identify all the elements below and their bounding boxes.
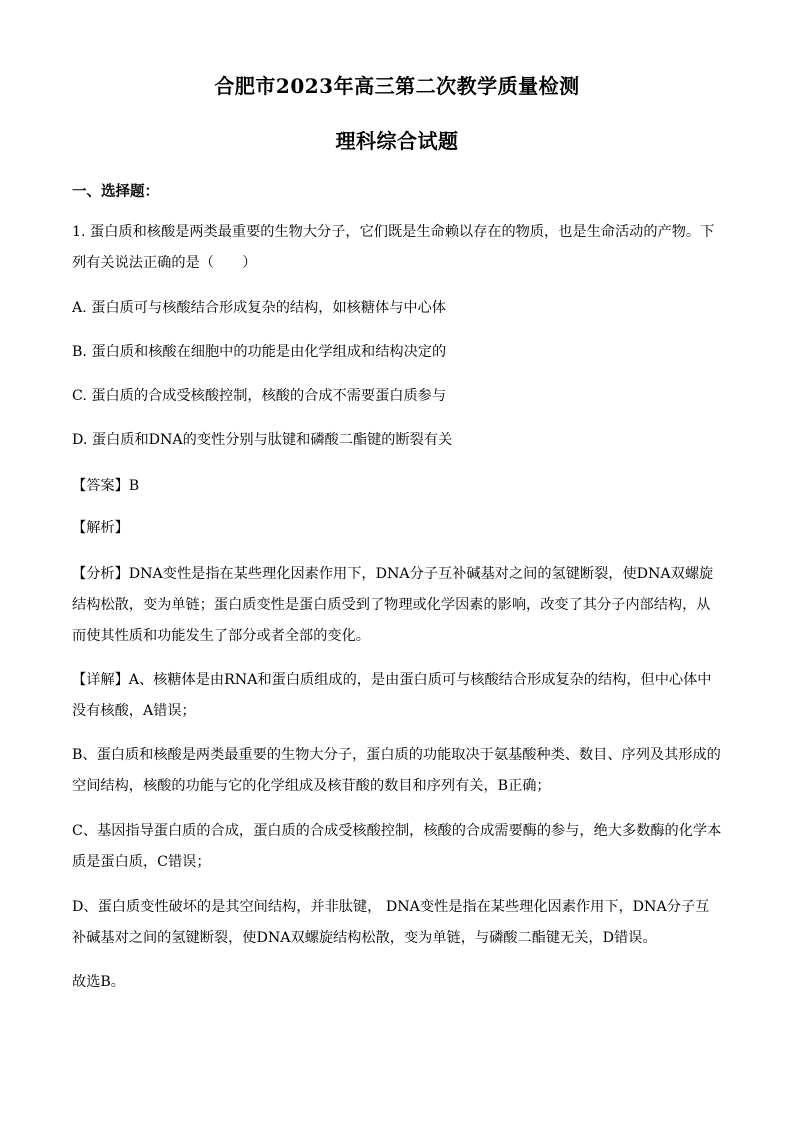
detail-a-paragraph: 【详解】A、核糖体是由RNA和蛋白质组成的，是由蛋白质可与核酸结合形成复杂的结构，但中心体中没有核酸，A错误； [72, 672, 712, 719]
exam-subtitle: 理科综合试题 [335, 129, 459, 153]
detail-d-paragraph: D、蛋白质变性破坏的是其空间结构，并非肽键， DNA变性是指在某些理化因素作用下，DNA分子互补碱基对之间的氢键断裂，使DNA双螺旋结构松散，变为单链，与磷酸二酯键无关，D错误。 [72, 899, 710, 946]
option-d: D. 蛋白质和DNA的变性分别与肽键和磷酸二酯键的断裂有关 [72, 432, 453, 448]
detail-c-paragraph: C、基因指导蛋白质的合成，蛋白质的合成受核酸控制，核酸的合成需要酶的参与，绝大多数酶的化学本质是蛋白质，C错误； [72, 823, 722, 870]
detail-b-paragraph: B、蛋白质和核酸是两类最重要的生物大分子，蛋白质的功能取决于氨基酸种类、数目、序列及其形成的空间结构，核酸的功能与它的化学组成及核苷酸的数目和序列有关，B正确； [72, 747, 721, 794]
option-a: A. 蛋白质可与核酸结合形成复杂的结构，如核糖体与中心体 [72, 300, 446, 316]
analysis-paragraph: 【分析】DNA变性是指在某些理化因素作用下，DNA分子互补碱基对之间的氢键断裂，使DNA双螺旋结构松散，变为单链；蛋白质变性是蛋白质受到了物理或化学因素的影响，改变了其分子内部结构，从而使其性质和功能发生了部分或者全部的变化。 [72, 566, 714, 644]
question-stem: 1. 蛋白质和核酸是两类最重要的生物大分子，它们既是生命赖以存在的物质，也是生命活动的产物。下列有关说法正确的是（ ） [72, 224, 715, 271]
answer-line: 【答案】B [72, 478, 140, 494]
conclusion-line: 故选B。 [72, 974, 125, 990]
section-heading: 一、选择题： [72, 183, 159, 200]
option-b: B. 蛋白质和核酸在细胞中的功能是由化学组成和结构决定的 [72, 344, 447, 360]
exam-title: 合肥市2023年高三第二次教学质量检测 [214, 74, 580, 98]
explanation-label: 【解析】 [72, 520, 129, 536]
option-c: C. 蛋白质的合成受核酸控制，核酸的合成不需要蛋白质参与 [72, 388, 447, 404]
